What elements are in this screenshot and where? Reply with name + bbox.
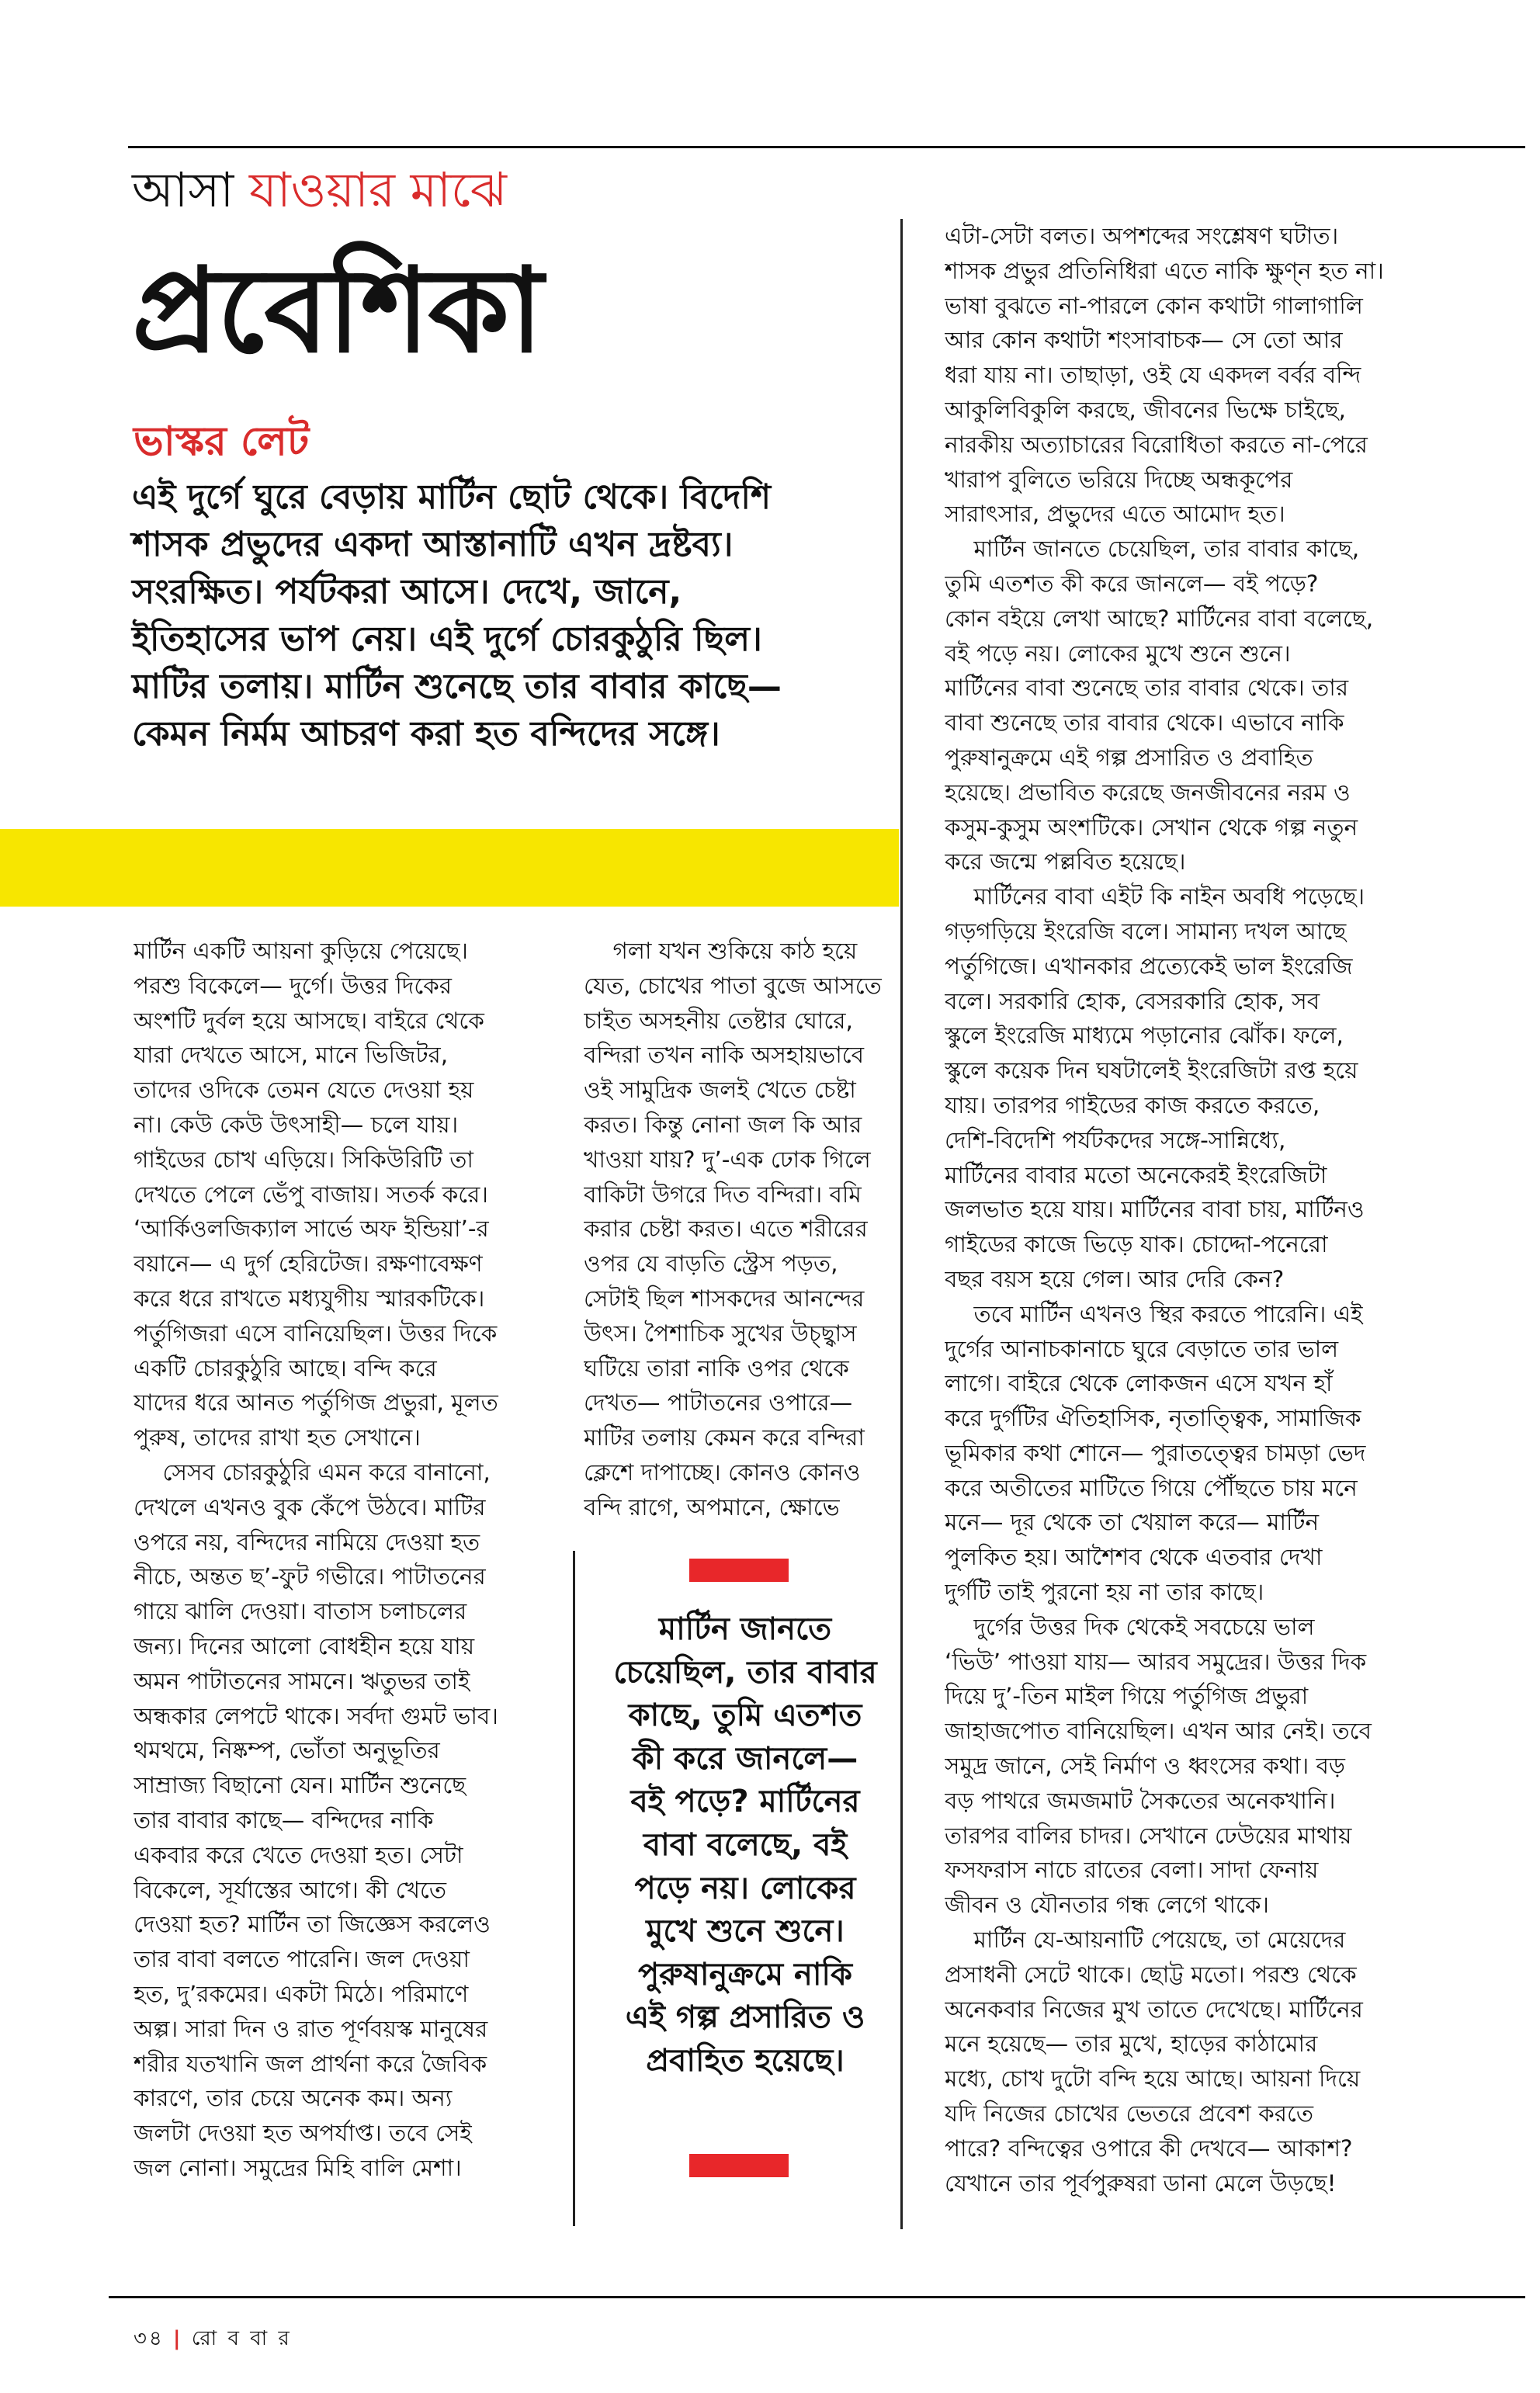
- pullquote-line: বাবা বলেছে, বই: [643, 1826, 848, 1863]
- pullquote-line: মুখে শুনে শুনে।: [646, 1913, 845, 1950]
- text-line: থমথমে, নিষ্কম্প, ভোঁতা অনুভূতির: [134, 1737, 440, 1764]
- text-line: সারাৎসার, প্রভুদের এতে আমোদ হত।: [945, 501, 1285, 528]
- text-line: মার্টিনের বাবা শুনেছে তার বাবার থেকে। তার: [945, 675, 1349, 702]
- column-divider-right: [900, 219, 903, 2229]
- text-line: নীচে, অন্তত ছ’-ফুট গভীরে। পাটাতনের: [134, 1563, 486, 1590]
- text-line: চাইত অসহনীয় তেষ্টার ঘোরে,: [584, 1007, 853, 1034]
- text-line: বাকিটা উগরে দিত বন্দিরা। বমি: [584, 1181, 862, 1208]
- kicker-part-1: আসা: [132, 161, 234, 218]
- kicker-part-2: যাওয়ার মাঝে: [248, 161, 507, 218]
- text-line: কোন বইয়ে লেখা আছে? মার্টিনের বাবা বলেছে,: [945, 605, 1374, 632]
- page-number: ৩৪: [134, 2327, 165, 2350]
- text-line: ফসফরাস নাচে রাতের বেলা। সাদা ফেনায়: [945, 1857, 1319, 1884]
- text-line: দুর্গের উত্তর দিক থেকেই সবচেয়ে ভাল: [945, 1613, 1315, 1640]
- text-line: মধ্যে, চোখ দুটো বন্দি হয়ে আছে। আয়না দিয়ে: [945, 2065, 1361, 2093]
- text-line: গলা যখন শুকিয়ে কাঠ হয়ে: [584, 938, 858, 964]
- text-line: আর কোন কথাটা শংসাবাচক— সে তো আর: [945, 327, 1343, 354]
- text-line: করে জন্মে পল্লবিত হয়েছে।: [945, 848, 1186, 876]
- text-line: গাইডের কাজে ভিড়ে যাক। চোদ্দো-পনেরো: [945, 1231, 1328, 1258]
- intro-paragraph: [132, 473, 900, 758]
- text-line: করত। কিন্তু নোনা জল কি আর: [584, 1111, 862, 1138]
- text-line: ‘ভিউ’ পাওয়া যায়— আরব সমুদ্রের। উত্তর দিক: [945, 1648, 1367, 1675]
- text-line: কারণে, তার চেয়ে অনেক কম। অন্য: [134, 2085, 453, 2112]
- text-line: তারপর বালির চাদর। সেখানে ঢেউয়ের মাথায়: [945, 1822, 1352, 1849]
- text-line: জল নোনা। সমুদ্রের মিহি বালি মেশা।: [134, 2154, 462, 2181]
- text-line: বড় পাথরে জমজমাট সৈকতের অনেকখানি।: [945, 1787, 1336, 1814]
- pullquote-line: এই গল্প প্রসারিত ও: [625, 1999, 865, 2036]
- text-line: বই পড়ে নয়। লোকের মুখে শুনে শুনে।: [945, 640, 1291, 667]
- text-line: হয়েছে। প্রভাবিত করেছে জনজীবনের নরম ও: [945, 779, 1351, 806]
- text-line: মার্টিনের বাবা এইট কি নাইন অবধি পড়েছে।: [945, 883, 1365, 910]
- section-kicker: [132, 159, 507, 221]
- magazine-name: রো ব বা র: [191, 2327, 292, 2350]
- text-line: জলটা দেওয়া হত অপর্যাপ্ত। তবে সেই: [134, 2120, 472, 2147]
- text-line: দেখত— পাটাতনের ওপারে—: [584, 1389, 853, 1417]
- text-line: করে দুর্গটির ঐতিহাসিক, নৃতাত্ত্বিক, সামাজিক: [945, 1405, 1361, 1432]
- text-line: এটা-সেটা বলত। অপশব্দের সংশ্লেষণ ঘটাত।: [945, 223, 1339, 249]
- body-column-1: [134, 934, 541, 2186]
- text-line: জন্য। দিনের আলো বোধহীন হয়ে যায়: [134, 1632, 475, 1659]
- text-line: শাসক প্রভুর প্রতিনিধিরা এতে নাকি ক্ষুণ্ন হত না।: [945, 257, 1384, 284]
- text-line: জীবন ও যৌনতার গন্ধ লেগে থাকে।: [945, 1892, 1269, 1919]
- pullquote-bottom-bar: [689, 2154, 789, 2177]
- text-line: দেখতে পেলে ভেঁপু বাজায়। সতর্ক করে।: [134, 1181, 488, 1208]
- intro-line: কেমন নির্মম আচরণ করা হত বন্দিদের সঙ্গে।: [132, 714, 720, 754]
- text-line: ভূমিকার কথা শোনে— পুরাতত্ত্বের চামড়া ভেদ: [945, 1439, 1366, 1466]
- text-line: গাইডের চোখ এড়িয়ে। সিকিউরিটি তা: [134, 1146, 473, 1173]
- text-line: সেসব চোরকুঠুরি এমন করে বানানো,: [134, 1458, 491, 1486]
- text-line: তাদের ওদিকে তেমন যেতে দেওয়া হয়: [134, 1077, 474, 1104]
- text-line: স্কুলে কয়েক দিন ঘষটালেই ইংরেজিটা রপ্ত হয়ে: [945, 1057, 1358, 1084]
- text-line: মার্টিন একটি আয়না কুড়িয়ে পেয়েছে।: [134, 938, 468, 964]
- text-line: বন্দি রাগে, অপমানে, ক্ষোভে: [584, 1493, 840, 1521]
- text-line: জাহাজপোত বানিয়েছিল। এখন আর নেই। তবে: [945, 1718, 1372, 1745]
- story-title: প্রবেশিকা: [132, 242, 542, 379]
- pullquote-line: পড়ে নয়। লোকের: [634, 1870, 856, 1906]
- text-line: অন্ধকার লেপটে থাকে। সর্বদা গুমট ভাব।: [134, 1702, 498, 1729]
- text-line: পারে? বন্দিত্বের ওপারে কী দেখবে— আকাশ?: [945, 2135, 1353, 2162]
- text-line: দেশি-বিদেশি পর্যটকদের সঙ্গে-সান্নিধ্যে,: [945, 1126, 1286, 1153]
- text-line: পুলকিত হয়। আশৈশব থেকে এতবার দেখা: [945, 1544, 1323, 1571]
- text-line: উৎস। পৈশাচিক সুখের উচ্ছ্বাস: [584, 1320, 857, 1347]
- text-line: তুমি এতশত কী করে জানলে— বই পড়ে?: [945, 570, 1319, 597]
- text-line: মার্টিন যে-আয়নাটি পেয়েছে, তা মেয়েদের: [945, 1927, 1346, 1954]
- text-line: অনেকবার নিজের মুখ তাতে দেখেছে। মার্টিনের: [945, 1996, 1363, 2023]
- text-line: যেখানে তার পূর্বপুরুষরা ডানা মেলে উড়ছে!: [945, 2169, 1337, 2197]
- pullquote-line: চেয়েছিল, তার বাবার: [613, 1654, 877, 1691]
- text-line: জলভাত হয়ে যায়। মার্টিনের বাবা চায়, মার্টিনও: [945, 1196, 1365, 1223]
- text-line: অল্প। সারা দিন ও রাত পূর্ণবয়স্ক মানুষের: [134, 2015, 488, 2042]
- intro-line: শাসক প্রভুদের একদা আস্তানাটি এখন দ্রষ্টব্য।: [132, 525, 734, 564]
- text-line: অংশটি দুর্বল হয়ে আসছে। বাইরে থেকে: [134, 1007, 484, 1034]
- text-line: সাম্রাজ্য বিছানো যেন। মার্টিন শুনেছে: [134, 1772, 467, 1799]
- pullquote-top-bar: [689, 1559, 789, 1582]
- text-line: সমুদ্র জানে, সেই নির্মাণ ও ধ্বংসের কথা। বড়: [945, 1753, 1345, 1780]
- text-line: ভাষা বুঝতে না-পারলে কোন কথাটা গালাগালি: [945, 292, 1363, 319]
- page-footer: [134, 2322, 292, 2357]
- text-line: নারকীয় অত্যাচারের বিরোধিতা করতে না-পেরে: [945, 431, 1368, 458]
- body-column-2: [584, 934, 894, 1525]
- text-line: কসুম-কুসুম অংশটিকে। সেখান থেকে গল্প নতুন: [945, 813, 1358, 841]
- top-rule: [128, 146, 1525, 148]
- pullquote-line: কাছে, তুমি এতশত: [628, 1698, 862, 1734]
- text-line: বছর বয়স হয়ে গেল। আর দেরি কেন?: [945, 1265, 1285, 1292]
- text-line: খাওয়া যায়? দু’-এক ঢোক গিলে: [584, 1146, 871, 1173]
- pullquote-line: মার্টিন জানতে: [658, 1611, 832, 1647]
- text-line: মনে— দূর থেকে তা খেয়াল করে— মার্টিন: [945, 1509, 1320, 1536]
- text-line: গড়গড়িয়ে ইংরেজি বলে। সামান্য দখল আছে: [945, 917, 1347, 945]
- text-line: ধরা যায় না। তাছাড়া, ওই যে একদল বর্বর বন্দি: [945, 362, 1361, 389]
- text-line: বাবা শুনেছে তার বাবার থেকে। এভাবে নাকি: [945, 709, 1344, 737]
- text-line: মনে হয়েছে— তার মুখে, হাড়ের কাঠামোর: [945, 2031, 1318, 2058]
- text-line: তার বাবা বলতে পারেনি। জল দেওয়া: [134, 1946, 470, 1973]
- text-line: হত, দু’রকমের। একটা মিঠে। পরিমাণে: [134, 1980, 469, 2007]
- text-line: যদি নিজের চোখের ভেতরে প্রবেশ করতে: [945, 2100, 1314, 2128]
- text-line: পুরুষানুক্রমে এই গল্প প্রসারিত ও প্রবাহিত: [945, 744, 1313, 771]
- text-line: পর্তুগিজরা এসে বানিয়েছিল। উত্তর দিকে: [134, 1320, 498, 1347]
- intro-line: সংরক্ষিত। পর্যটকরা আসে। দেখে, জানে,: [132, 572, 682, 612]
- text-line: না। কেউ কেউ উৎসাহী— চলে যায়।: [134, 1111, 459, 1138]
- text-line: শরীর যতখানি জল প্রার্থনা করে জৈবিক: [134, 2050, 487, 2077]
- intro-line: মাটির তলায়। মার্টিন শুনেছে তার বাবার কাছে—: [132, 667, 782, 706]
- yellow-highlight-band: [0, 829, 899, 907]
- text-line: যেত, চোখের পাতা বুজে আসতে: [584, 972, 882, 999]
- pullquote-left-rule: [573, 1551, 575, 2226]
- text-line: ঘটিয়ে তারা নাকি ওপর থেকে: [584, 1354, 849, 1382]
- text-line: দুর্গের আনাচকানাচে ঘুরে বেড়াতে তার ভাল: [945, 1335, 1339, 1362]
- pullquote-line: কী করে জানলে—: [632, 1740, 858, 1777]
- text-line: যায়। তারপর গাইডের কাজ করতে করতে,: [945, 1091, 1320, 1118]
- text-line: দেখলে এখনও বুক কেঁপে উঠবে। মাটির: [134, 1493, 486, 1521]
- text-line: আকুলিবিকুলি করছে, জীবনের ভিক্ষে চাইছে,: [945, 396, 1346, 423]
- text-line: পর্তুগিজে। এখানকার প্রত্যেকেই ভাল ইংরেজি: [945, 952, 1353, 980]
- text-line: বয়ানে— এ দুর্গ হেরিটেজ। রক্ষণাবেক্ষণ: [134, 1250, 483, 1278]
- text-line: স্কুলে ইংরেজি মাধ্যমে পড়ানোর ঝোঁক। ফলে,: [945, 1022, 1344, 1049]
- text-line: মার্টিন জানতে চেয়েছিল, তার বাবার কাছে,: [945, 536, 1360, 563]
- text-line: পরশু বিকেলে— দুর্গে। উত্তর দিকের: [134, 972, 453, 999]
- text-line: প্রসাধনী সেটে থাকে। ছোট্ট মতো। পরশু থেকে: [945, 1961, 1357, 1988]
- text-line: তবে মার্টিন এখনও স্থির করতে পারেনি। এই: [945, 1300, 1363, 1327]
- intro-line: ইতিহাসের ভাপ নেয়। এই দুর্গে চোরকুঠুরি ছিল।: [132, 619, 762, 659]
- text-line: বিকেলে, সূর্যাস্তের আগে। কী খেতে: [134, 1876, 446, 1903]
- intro-line: এই দুর্গে ঘুরে বেড়ায় মার্টিন ছোট থেকে। বিদেশি: [132, 477, 772, 517]
- text-line: করে অতীতের মাটিতে গিয়ে পৌঁছতে চায় মনে: [945, 1474, 1358, 1501]
- text-line: দেওয়া হত? মার্টিন তা জিজ্ঞেস করলেও: [134, 1911, 491, 1938]
- text-line: অমন পাটাতনের সামনে। ঋতুভর তাই: [134, 1667, 470, 1694]
- text-line: মার্টিনের বাবার মতো অনেকেরই ইংরেজিটা: [945, 1161, 1327, 1188]
- text-line: গায়ে ঝালি দেওয়া। বাতাস চলাচলের: [134, 1598, 467, 1625]
- text-line: করে ধরে রাখতে মধ্যযুগীয় স্মারকটিকে।: [134, 1285, 485, 1312]
- text-line: যারা দেখতে আসে, মানে ভিজিটর,: [134, 1042, 449, 1069]
- pullquote-line: বই পড়ে? মার্টিনের: [630, 1784, 860, 1820]
- footer-separator: |: [173, 2327, 183, 2350]
- text-line: একবার করে খেতে দেওয়া হত। সেটা: [134, 1841, 463, 1868]
- text-line: একটি চোরকুঠুরি আছে। বন্দি করে: [134, 1354, 437, 1382]
- text-line: ‘আর্কিওলজিক্যাল সার্ভে অফ ইন্ডিয়া’-র: [134, 1216, 489, 1243]
- text-line: ওপর যে বাড়তি স্ট্রেস পড়ত,: [584, 1250, 838, 1278]
- text-line: তার বাবার কাছে— বন্দিদের নাকি: [134, 1806, 434, 1833]
- author-byline: ভাস্কর লেট: [134, 418, 310, 465]
- text-line: যাদের ধরে আনত পর্তুগিজ প্রভুরা, মূলত: [134, 1389, 498, 1417]
- text-line: বন্দিরা তখন নাকি অসহায়ভাবে: [584, 1042, 865, 1069]
- text-line: সেটাই ছিল শাসকদের আনন্দের: [584, 1285, 865, 1312]
- body-column-3: [945, 219, 1426, 2201]
- text-line: বলে। সরকারি হোক, বেসরকারি হোক, সব: [945, 987, 1320, 1014]
- bottom-rule: [109, 2296, 1525, 2298]
- text-line: করার চেষ্টা করত। এতে শরীরের: [584, 1216, 868, 1243]
- text-line: দিয়ে দু’-তিন মাইল গিয়ে পর্তুগিজ প্রভুরা: [945, 1683, 1309, 1710]
- text-line: মাটির তলায় কেমন করে বন্দিরা: [584, 1424, 865, 1451]
- pull-quote: [590, 1608, 900, 2083]
- text-line: লাগে। বাইরে থেকে লোকজন এসে যখন হাঁ: [945, 1370, 1333, 1397]
- text-line: ওই সামুদ্রিক জলই খেতে চেষ্টা: [584, 1077, 856, 1104]
- pullquote-line: পুরুষানুক্রমে নাকি: [638, 1956, 852, 1992]
- text-line: ক্লেশে দাপাচ্ছে। কোনও কোনও: [584, 1458, 861, 1486]
- text-line: খারাপ বুলিতে ভরিয়ে দিচ্ছে অন্ধকূপের: [945, 466, 1293, 493]
- text-line: দুর্গটি তাই পুরনো হয় না তার কাছে।: [945, 1579, 1264, 1606]
- text-line: পুরুষ, তাদের রাখা হত সেখানে।: [134, 1424, 421, 1451]
- pullquote-line: প্রবাহিত হয়েছে।: [646, 2042, 845, 2079]
- text-line: ওপরে নয়, বন্দিদের নামিয়ে দেওয়া হত: [134, 1528, 480, 1555]
